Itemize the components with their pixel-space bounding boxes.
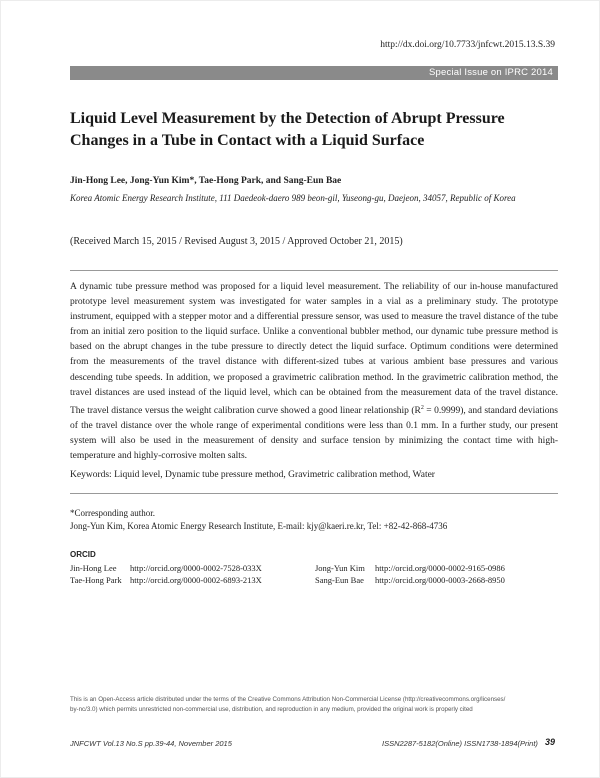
orcid-url[interactable]: http://orcid.org/0000-0002-6893-213X	[130, 575, 262, 585]
page-number: 39	[544, 737, 555, 747]
corresponding-details: Jong-Yun Kim, Korea Atomic Energy Research Institute, E-mail: kjy@kaeri.re.kr, Tel: +82-42-868-4736	[70, 521, 448, 531]
license-line-2: by-nc/3.0) which permits unrestricted non-commercial use, distribution, and reproduction in any medium, provided the original work is properly cited	[70, 706, 473, 713]
orcid-url[interactable]: http://orcid.org/0000-0003-2668-8950	[375, 575, 505, 585]
orcid-name: Jong-Yun Kim	[315, 563, 365, 573]
orcid-url[interactable]: http://orcid.org/0000-0002-7528-033X	[130, 563, 262, 573]
journal-citation: JNFCWT Vol.13 No.S pp.39-44, November 2015	[70, 739, 232, 748]
paper-title	[70, 108, 550, 152]
title-line-2: Changes in a Tube in Contact with a Liquid Surface	[70, 132, 425, 149]
affiliation: Korea Atomic Energy Research Institute, 111 Daedeok-daero 989 beon-gil, Yuseong-gu, Daejeon, 34057, Republic of Korea	[70, 193, 516, 203]
received-dates: (Received March 15, 2015 / Revised August 3, 2015 / Approved October 21, 2015)	[70, 236, 403, 247]
corresponding-label: *Corresponding author.	[70, 508, 155, 518]
keywords: Keywords: Liquid level, Dynamic tube pressure method, Gravimetric calibration method, Water	[70, 470, 435, 480]
license-notice	[70, 695, 540, 715]
orcid-heading: ORCID	[70, 550, 96, 559]
abstract	[70, 280, 558, 464]
abstract-text-2: = 0.9999), and standard deviations of the travel distance over the whole range of experimental conditions were less than 0.1 mm. In a further study, our present system will also be used in the measurement of density and surface tension by minimizing the contact time with high-temperature and highly-corrosive molten salts.	[70, 405, 558, 462]
abstract-superscript: 2	[420, 404, 424, 411]
orcid-url[interactable]: http://orcid.org/0000-0002-9165-0986	[375, 563, 505, 573]
special-issue-label: Special Issue on IPRC 2014	[428, 67, 553, 78]
author-list: Jin-Hong Lee, Jong-Yun Kim*, Tae-Hong Park, and Sang-Eun Bae	[70, 176, 342, 186]
title-line-1: Liquid Level Measurement by the Detection of Abrupt Pressure	[70, 110, 505, 127]
license-line-1: This is an Open-Access article distributed under the terms of the Creative Commons Attribution Non-Commercial License (http://creativecommons.org/licenses/	[70, 696, 506, 703]
orcid-name: Jin-Hong Lee	[70, 563, 117, 573]
issn: ISSN2287-5182(Online) ISSN1738-1894(Print)	[382, 739, 538, 748]
abstract-text-1: A dynamic tube pressure method was proposed for a liquid level measurement. The reliability of our in-house manufactured prototype level measurement system was investigated for water samples in a vial as a preliminary study. The prototype instrument, equipped with a stepper motor and a differential pressure sensor, was used to measure the travel distance of the tube from an initial zero position to the liquid surface. Unlike a conventional bubbler method, our dynamic tube pressure method is based on the abrupt changes in the tube pressure to directly detect the liquid surface. Optimum conditions were determined from the measurements of the travel distance with different-sized tubes at various ambient base pressures and various descending tube speeds. In addition, we proposed a gravimetric calibration method. In the gravimetric calibration method, the travel distances are used instead of the liquid level, which can be obtained from the measurement data of the travel distance. The travel distance versus the weight calibration curve showed a good linear relationship (R	[70, 282, 558, 416]
orcid-name: Tae-Hong Park	[70, 575, 122, 585]
orcid-name: Sang-Eun Bae	[315, 575, 364, 585]
special-issue-banner	[70, 66, 558, 80]
divider-top	[70, 270, 558, 271]
doi-link[interactable]: http://dx.doi.org/10.7733/jnfcwt.2015.13.S.39	[380, 40, 555, 50]
divider-bottom	[70, 493, 558, 494]
corresponding-author	[70, 507, 447, 533]
